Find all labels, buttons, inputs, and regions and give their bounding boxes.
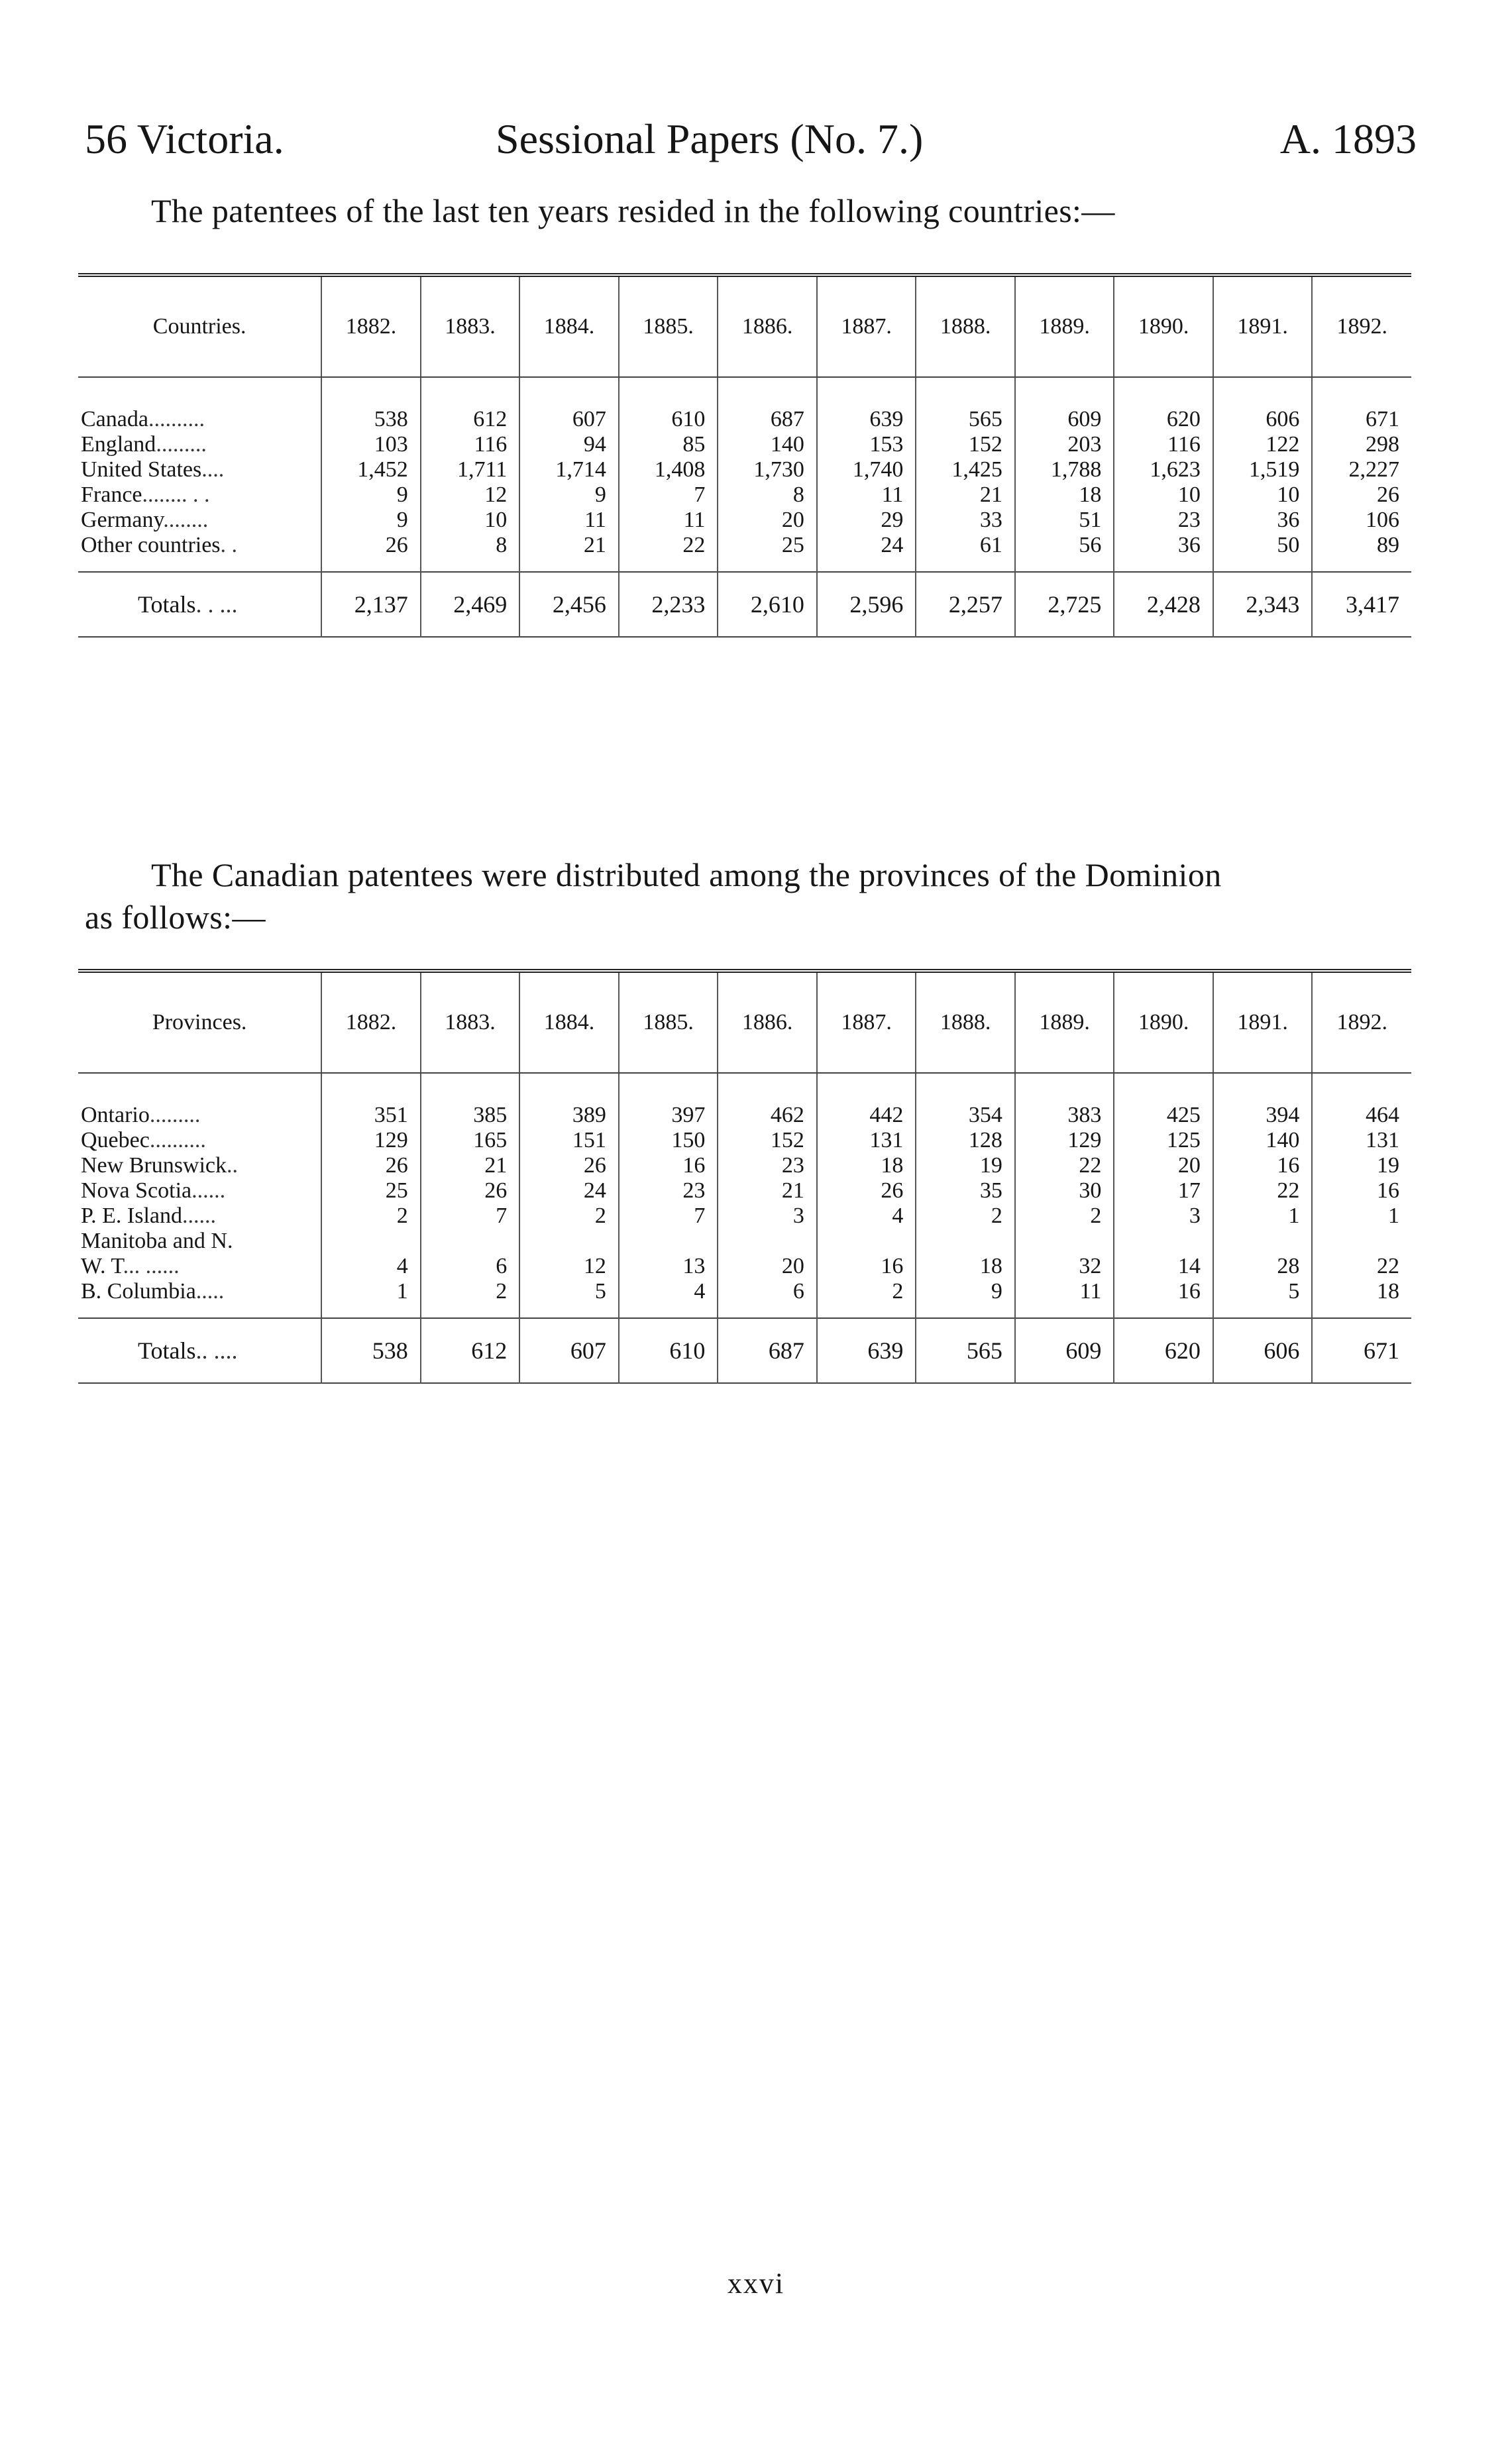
provinces-header-row bbox=[78, 971, 1411, 1073]
table-cell: 36 bbox=[1213, 508, 1313, 533]
table-cell: 5 bbox=[1213, 1279, 1313, 1318]
table-cell: 122 bbox=[1213, 432, 1313, 457]
table-cell: 687 bbox=[718, 377, 817, 432]
table-cell: 26 bbox=[321, 1153, 421, 1178]
table-cell: 128 bbox=[916, 1128, 1015, 1153]
provinces-row-label bbox=[78, 1279, 321, 1318]
table-cell: 9 bbox=[321, 482, 421, 508]
table-cell: 56 bbox=[1015, 533, 1114, 572]
table-cell: 2 bbox=[421, 1279, 520, 1318]
table-cell: 606 bbox=[1213, 1318, 1313, 1383]
table-cell: 20 bbox=[1114, 1153, 1213, 1178]
table-cell: 4 bbox=[321, 1254, 421, 1279]
countries-column-header-year: 1887. bbox=[817, 275, 916, 377]
provinces-row-label bbox=[78, 1318, 321, 1383]
table-cell: 26 bbox=[817, 1178, 916, 1203]
table-cell: 50 bbox=[1213, 533, 1313, 572]
table-cell: 607 bbox=[519, 377, 619, 432]
row-label-text: United States bbox=[81, 457, 202, 482]
table-cell: 24 bbox=[519, 1178, 619, 1203]
table-cell: 140 bbox=[1213, 1128, 1313, 1153]
table-cell: 23 bbox=[619, 1178, 718, 1203]
row-label-text: New Brunswick bbox=[81, 1153, 227, 1178]
table-row bbox=[78, 1178, 1411, 1203]
table-cell bbox=[1114, 1229, 1213, 1254]
countries-table-body bbox=[78, 377, 1411, 637]
row-label-text: Totals bbox=[138, 1337, 196, 1364]
countries-row-label bbox=[78, 457, 321, 482]
table-cell: 11 bbox=[817, 482, 916, 508]
provinces-row-label bbox=[78, 1073, 321, 1128]
table-cell: 639 bbox=[817, 1318, 916, 1383]
table-cell: 1 bbox=[321, 1279, 421, 1318]
table-cell: 671 bbox=[1312, 377, 1411, 432]
table-cell: 25 bbox=[321, 1178, 421, 1203]
table-cell: 36 bbox=[1114, 533, 1213, 572]
table-cell: 2,257 bbox=[916, 572, 1015, 637]
table-cell: 2,137 bbox=[321, 572, 421, 637]
table-cell: 2,428 bbox=[1114, 572, 1213, 637]
table-cell bbox=[519, 1229, 619, 1254]
table-cell: 2 bbox=[321, 1203, 421, 1229]
table-cell: 3,417 bbox=[1312, 572, 1411, 637]
table-cell: 9 bbox=[916, 1279, 1015, 1318]
table-cell: 2 bbox=[817, 1279, 916, 1318]
table-cell: 22 bbox=[1213, 1178, 1313, 1203]
table-cell: 116 bbox=[421, 432, 520, 457]
table-cell: 610 bbox=[619, 1318, 718, 1383]
countries-row-label bbox=[78, 377, 321, 432]
countries-column-header-year: 1890. bbox=[1114, 275, 1213, 377]
table-cell: 10 bbox=[421, 508, 520, 533]
table-cell: 425 bbox=[1114, 1073, 1213, 1128]
table-cell: 103 bbox=[321, 432, 421, 457]
table-row bbox=[78, 432, 1411, 457]
leader-dots: ...... bbox=[191, 1178, 226, 1203]
table-cell: 21 bbox=[519, 533, 619, 572]
table-cell: 89 bbox=[1312, 533, 1411, 572]
countries-column-header-year: 1884. bbox=[519, 275, 619, 377]
table-cell: 24 bbox=[817, 533, 916, 572]
table-cell bbox=[1015, 1229, 1114, 1254]
table-cell: 32 bbox=[1015, 1254, 1114, 1279]
provinces-row-label bbox=[78, 1229, 321, 1254]
table-cell: 26 bbox=[1312, 482, 1411, 508]
table-row bbox=[78, 533, 1411, 572]
provinces-column-header-year: 1885. bbox=[619, 971, 718, 1073]
table-cell: 21 bbox=[718, 1178, 817, 1203]
countries-column-header-label: Countries. bbox=[78, 275, 321, 377]
table-cell: 565 bbox=[916, 1318, 1015, 1383]
table-cell: 28 bbox=[1213, 1254, 1313, 1279]
table-cell: 7 bbox=[421, 1203, 520, 1229]
table-cell: 385 bbox=[421, 1073, 520, 1128]
table-cell: 464 bbox=[1312, 1073, 1411, 1128]
table-cell: 19 bbox=[1312, 1153, 1411, 1178]
table-cell: 150 bbox=[619, 1128, 718, 1153]
table-cell: 20 bbox=[718, 508, 817, 533]
table-cell: 26 bbox=[321, 533, 421, 572]
table-cell: 106 bbox=[1312, 508, 1411, 533]
table-cell: 609 bbox=[1015, 1318, 1114, 1383]
row-label-text: B. Columbia bbox=[81, 1279, 196, 1304]
table-cell: 18 bbox=[1015, 482, 1114, 508]
table-cell: 462 bbox=[718, 1073, 817, 1128]
table-cell: 687 bbox=[718, 1318, 817, 1383]
table-cell bbox=[718, 1229, 817, 1254]
page-number: xxvi bbox=[727, 2267, 785, 2300]
table-cell: 22 bbox=[1312, 1254, 1411, 1279]
table-cell: 22 bbox=[1015, 1153, 1114, 1178]
countries-totals-row bbox=[78, 572, 1411, 637]
countries-column-header-year: 1885. bbox=[619, 275, 718, 377]
table-cell: 2 bbox=[519, 1203, 619, 1229]
table-cell: 383 bbox=[1015, 1073, 1114, 1128]
table-cell: 389 bbox=[519, 1073, 619, 1128]
row-label-text: England bbox=[81, 432, 156, 457]
table-cell: 612 bbox=[421, 377, 520, 432]
table-cell: 639 bbox=[817, 377, 916, 432]
table-row bbox=[78, 1229, 1411, 1254]
table-row bbox=[78, 482, 1411, 508]
table-cell: 394 bbox=[1213, 1073, 1313, 1128]
countries-row-label bbox=[78, 572, 321, 637]
table-cell: 131 bbox=[817, 1128, 916, 1153]
table-cell: 35 bbox=[916, 1178, 1015, 1203]
leader-dots: ........ . . bbox=[142, 482, 210, 507]
table-cell: 1,730 bbox=[718, 457, 817, 482]
header-year: A. 1893 bbox=[1279, 115, 1417, 162]
table-cell: 2 bbox=[1015, 1203, 1114, 1229]
table-cell: 1,519 bbox=[1213, 457, 1313, 482]
table-cell: 2,456 bbox=[519, 572, 619, 637]
table-cell: 29 bbox=[817, 508, 916, 533]
table-cell: 397 bbox=[619, 1073, 718, 1128]
table-cell: 607 bbox=[519, 1318, 619, 1383]
table-cell: 2,725 bbox=[1015, 572, 1114, 637]
table-cell: 2,227 bbox=[1312, 457, 1411, 482]
countries-table bbox=[78, 273, 1411, 638]
section2-intro bbox=[85, 854, 1417, 938]
table-row bbox=[78, 1203, 1411, 1229]
table-cell: 33 bbox=[916, 508, 1015, 533]
row-label-text: Nova Scotia bbox=[81, 1178, 192, 1203]
provinces-column-header-year: 1892. bbox=[1312, 971, 1411, 1073]
provinces-column-header-year: 1889. bbox=[1015, 971, 1114, 1073]
page-header bbox=[85, 113, 1417, 166]
table-cell: 10 bbox=[1114, 482, 1213, 508]
row-label-text: Totals bbox=[138, 591, 196, 618]
table-cell: 5 bbox=[519, 1279, 619, 1318]
provinces-column-header-year: 1891. bbox=[1213, 971, 1313, 1073]
table-cell: 538 bbox=[321, 377, 421, 432]
row-label-text: Canada bbox=[81, 407, 148, 431]
row-label-text: Manitoba and N. bbox=[81, 1229, 233, 1253]
table-cell: 11 bbox=[519, 508, 619, 533]
provinces-table bbox=[78, 969, 1411, 1384]
table-cell: 11 bbox=[1015, 1279, 1114, 1318]
table-cell: 21 bbox=[916, 482, 1015, 508]
table-cell: 152 bbox=[718, 1128, 817, 1153]
table-cell: 1,623 bbox=[1114, 457, 1213, 482]
row-label-text: W. T bbox=[81, 1254, 123, 1278]
provinces-column-header-year: 1882. bbox=[321, 971, 421, 1073]
countries-header-row bbox=[78, 275, 1411, 377]
table-cell: 606 bbox=[1213, 377, 1313, 432]
table-cell: 620 bbox=[1114, 377, 1213, 432]
table-cell: 13 bbox=[619, 1254, 718, 1279]
table-cell: 129 bbox=[1015, 1128, 1114, 1153]
table-cell: 16 bbox=[1213, 1153, 1313, 1178]
countries-row-label bbox=[78, 482, 321, 508]
table-cell: 351 bbox=[321, 1073, 421, 1128]
countries-column-header-year: 1883. bbox=[421, 275, 520, 377]
table-cell: 7 bbox=[619, 482, 718, 508]
table-cell: 12 bbox=[421, 482, 520, 508]
leader-dots: .. .... bbox=[195, 1337, 238, 1364]
table-cell: 3 bbox=[1114, 1203, 1213, 1229]
countries-row-label bbox=[78, 533, 321, 572]
section1-intro: The patentees of the last ten years resided in the following countries:— bbox=[151, 192, 1115, 229]
table-cell: 25 bbox=[718, 533, 817, 572]
table-cell: 18 bbox=[1312, 1279, 1411, 1318]
table-cell: 2,343 bbox=[1213, 572, 1313, 637]
countries-row-label bbox=[78, 432, 321, 457]
provinces-column-header-year: 1886. bbox=[718, 971, 817, 1073]
leader-dots: ... ...... bbox=[123, 1254, 180, 1278]
section2-intro-line2: as follows:— bbox=[85, 899, 266, 936]
provinces-table-body bbox=[78, 1073, 1411, 1383]
table-cell: 1,711 bbox=[421, 457, 520, 482]
table-cell: 19 bbox=[916, 1153, 1015, 1178]
table-cell: 1 bbox=[1213, 1203, 1313, 1229]
countries-column-header-year: 1888. bbox=[916, 275, 1015, 377]
table-cell: 2,233 bbox=[619, 572, 718, 637]
table-cell bbox=[421, 1229, 520, 1254]
leader-dots: .. bbox=[227, 1153, 239, 1178]
table-cell: 125 bbox=[1114, 1128, 1213, 1153]
table-cell: 565 bbox=[916, 377, 1015, 432]
provinces-column-header-year: 1887. bbox=[817, 971, 916, 1073]
table-cell bbox=[1213, 1229, 1313, 1254]
table-cell: 610 bbox=[619, 377, 718, 432]
leader-dots: ......... bbox=[156, 432, 207, 457]
table-cell: 1,714 bbox=[519, 457, 619, 482]
table-cell: 612 bbox=[421, 1318, 520, 1383]
table-cell: 30 bbox=[1015, 1178, 1114, 1203]
leader-dots: .......... bbox=[148, 407, 205, 431]
table-cell: 620 bbox=[1114, 1318, 1213, 1383]
provinces-column-header-year: 1888. bbox=[916, 971, 1015, 1073]
table-cell: 2 bbox=[916, 1203, 1015, 1229]
provinces-row-label bbox=[78, 1128, 321, 1153]
countries-column-header-year: 1886. bbox=[718, 275, 817, 377]
table-cell: 23 bbox=[1114, 508, 1213, 533]
table-cell: 442 bbox=[817, 1073, 916, 1128]
table-cell: 4 bbox=[817, 1203, 916, 1229]
table-cell: 10 bbox=[1213, 482, 1313, 508]
table-cell: 671 bbox=[1312, 1318, 1411, 1383]
table-cell: 12 bbox=[519, 1254, 619, 1279]
table-cell: 7 bbox=[619, 1203, 718, 1229]
table-cell: 3 bbox=[718, 1203, 817, 1229]
provinces-row-label bbox=[78, 1203, 321, 1229]
table-cell: 1,788 bbox=[1015, 457, 1114, 482]
countries-column-header-year: 1891. bbox=[1213, 275, 1313, 377]
table-cell: 354 bbox=[916, 1073, 1015, 1128]
leader-dots: ...... bbox=[182, 1203, 216, 1228]
table-row bbox=[78, 1153, 1411, 1178]
table-cell: 85 bbox=[619, 432, 718, 457]
table-cell: 1,452 bbox=[321, 457, 421, 482]
leader-dots: ..... bbox=[195, 1279, 225, 1304]
table-cell: 20 bbox=[718, 1254, 817, 1279]
table-cell: 6 bbox=[718, 1279, 817, 1318]
provinces-row-label bbox=[78, 1254, 321, 1279]
table-cell: 16 bbox=[619, 1153, 718, 1178]
table-cell: 165 bbox=[421, 1128, 520, 1153]
table-row bbox=[78, 508, 1411, 533]
countries-column-header-year: 1889. bbox=[1015, 275, 1114, 377]
table-cell: 16 bbox=[1312, 1178, 1411, 1203]
row-label-text: Quebec bbox=[81, 1128, 150, 1152]
section2-intro-line1: The Canadian patentees were distributed among the provinces of the Dominion bbox=[151, 856, 1222, 893]
table-cell: 2,469 bbox=[421, 572, 520, 637]
provinces-column-header-year: 1883. bbox=[421, 971, 520, 1073]
table-cell: 8 bbox=[421, 533, 520, 572]
table-cell: 609 bbox=[1015, 377, 1114, 432]
table-cell: 1,740 bbox=[817, 457, 916, 482]
table-cell: 1,408 bbox=[619, 457, 718, 482]
table-cell: 298 bbox=[1312, 432, 1411, 457]
leader-dots: ........ bbox=[163, 508, 209, 532]
provinces-totals-row bbox=[78, 1318, 1411, 1383]
leader-dots: ......... bbox=[149, 1103, 201, 1127]
table-cell: 14 bbox=[1114, 1254, 1213, 1279]
table-cell: 9 bbox=[519, 482, 619, 508]
row-label-text: Other countries bbox=[81, 533, 221, 557]
table-cell: 21 bbox=[421, 1153, 520, 1178]
table-cell: 131 bbox=[1312, 1128, 1411, 1153]
table-cell bbox=[619, 1229, 718, 1254]
table-cell: 1,425 bbox=[916, 457, 1015, 482]
provinces-column-header-year: 1884. bbox=[519, 971, 619, 1073]
table-row bbox=[78, 1254, 1411, 1279]
table-cell: 2,596 bbox=[817, 572, 916, 637]
table-cell: 8 bbox=[718, 482, 817, 508]
provinces-column-header-label: Provinces. bbox=[78, 971, 321, 1073]
table-cell: 152 bbox=[916, 432, 1015, 457]
row-label-text: Ontario bbox=[81, 1103, 150, 1127]
row-label-text: P. E. Island bbox=[81, 1203, 182, 1228]
table-cell: 18 bbox=[817, 1153, 916, 1178]
leader-dots: .......... bbox=[149, 1128, 206, 1152]
countries-column-header-year: 1892. bbox=[1312, 275, 1411, 377]
table-cell: 153 bbox=[817, 432, 916, 457]
table-row bbox=[78, 457, 1411, 482]
countries-row-label bbox=[78, 508, 321, 533]
table-cell: 2,610 bbox=[718, 572, 817, 637]
table-cell bbox=[916, 1229, 1015, 1254]
table-cell: 129 bbox=[321, 1128, 421, 1153]
table-cell: 61 bbox=[916, 533, 1015, 572]
provinces-column-header-year: 1890. bbox=[1114, 971, 1213, 1073]
table-cell: 6 bbox=[421, 1254, 520, 1279]
table-cell bbox=[817, 1229, 916, 1254]
table-cell: 26 bbox=[421, 1178, 520, 1203]
provinces-row-label bbox=[78, 1178, 321, 1203]
table-cell: 116 bbox=[1114, 432, 1213, 457]
table-cell: 9 bbox=[321, 508, 421, 533]
table-cell: 94 bbox=[519, 432, 619, 457]
table-cell: 17 bbox=[1114, 1178, 1213, 1203]
row-label-text: France bbox=[81, 482, 142, 507]
table-cell: 26 bbox=[519, 1153, 619, 1178]
leader-dots: . . ... bbox=[195, 591, 238, 618]
leader-dots: . . bbox=[220, 533, 238, 557]
table-cell: 140 bbox=[718, 432, 817, 457]
table-cell: 51 bbox=[1015, 508, 1114, 533]
table-cell bbox=[321, 1229, 421, 1254]
row-label-text: Germany bbox=[81, 508, 164, 532]
table-cell: 18 bbox=[916, 1254, 1015, 1279]
header-session: 56 Victoria. bbox=[85, 115, 284, 162]
leader-dots: .... bbox=[201, 457, 225, 482]
table-cell: 1 bbox=[1312, 1203, 1411, 1229]
table-cell: 11 bbox=[619, 508, 718, 533]
provinces-row-label bbox=[78, 1153, 321, 1178]
table-cell: 16 bbox=[1114, 1279, 1213, 1318]
table-cell bbox=[1312, 1229, 1411, 1254]
table-cell: 538 bbox=[321, 1318, 421, 1383]
table-cell: 151 bbox=[519, 1128, 619, 1153]
table-cell: 4 bbox=[619, 1279, 718, 1318]
table-row bbox=[78, 1279, 1411, 1318]
table-cell: 203 bbox=[1015, 432, 1114, 457]
table-cell: 22 bbox=[619, 533, 718, 572]
header-title: Sessional Papers (No. 7.) bbox=[496, 115, 924, 162]
table-cell: 16 bbox=[817, 1254, 916, 1279]
countries-column-header-year: 1882. bbox=[321, 275, 421, 377]
table-row bbox=[78, 1128, 1411, 1153]
table-row bbox=[78, 377, 1411, 432]
table-cell: 23 bbox=[718, 1153, 817, 1178]
table-row bbox=[78, 1073, 1411, 1128]
